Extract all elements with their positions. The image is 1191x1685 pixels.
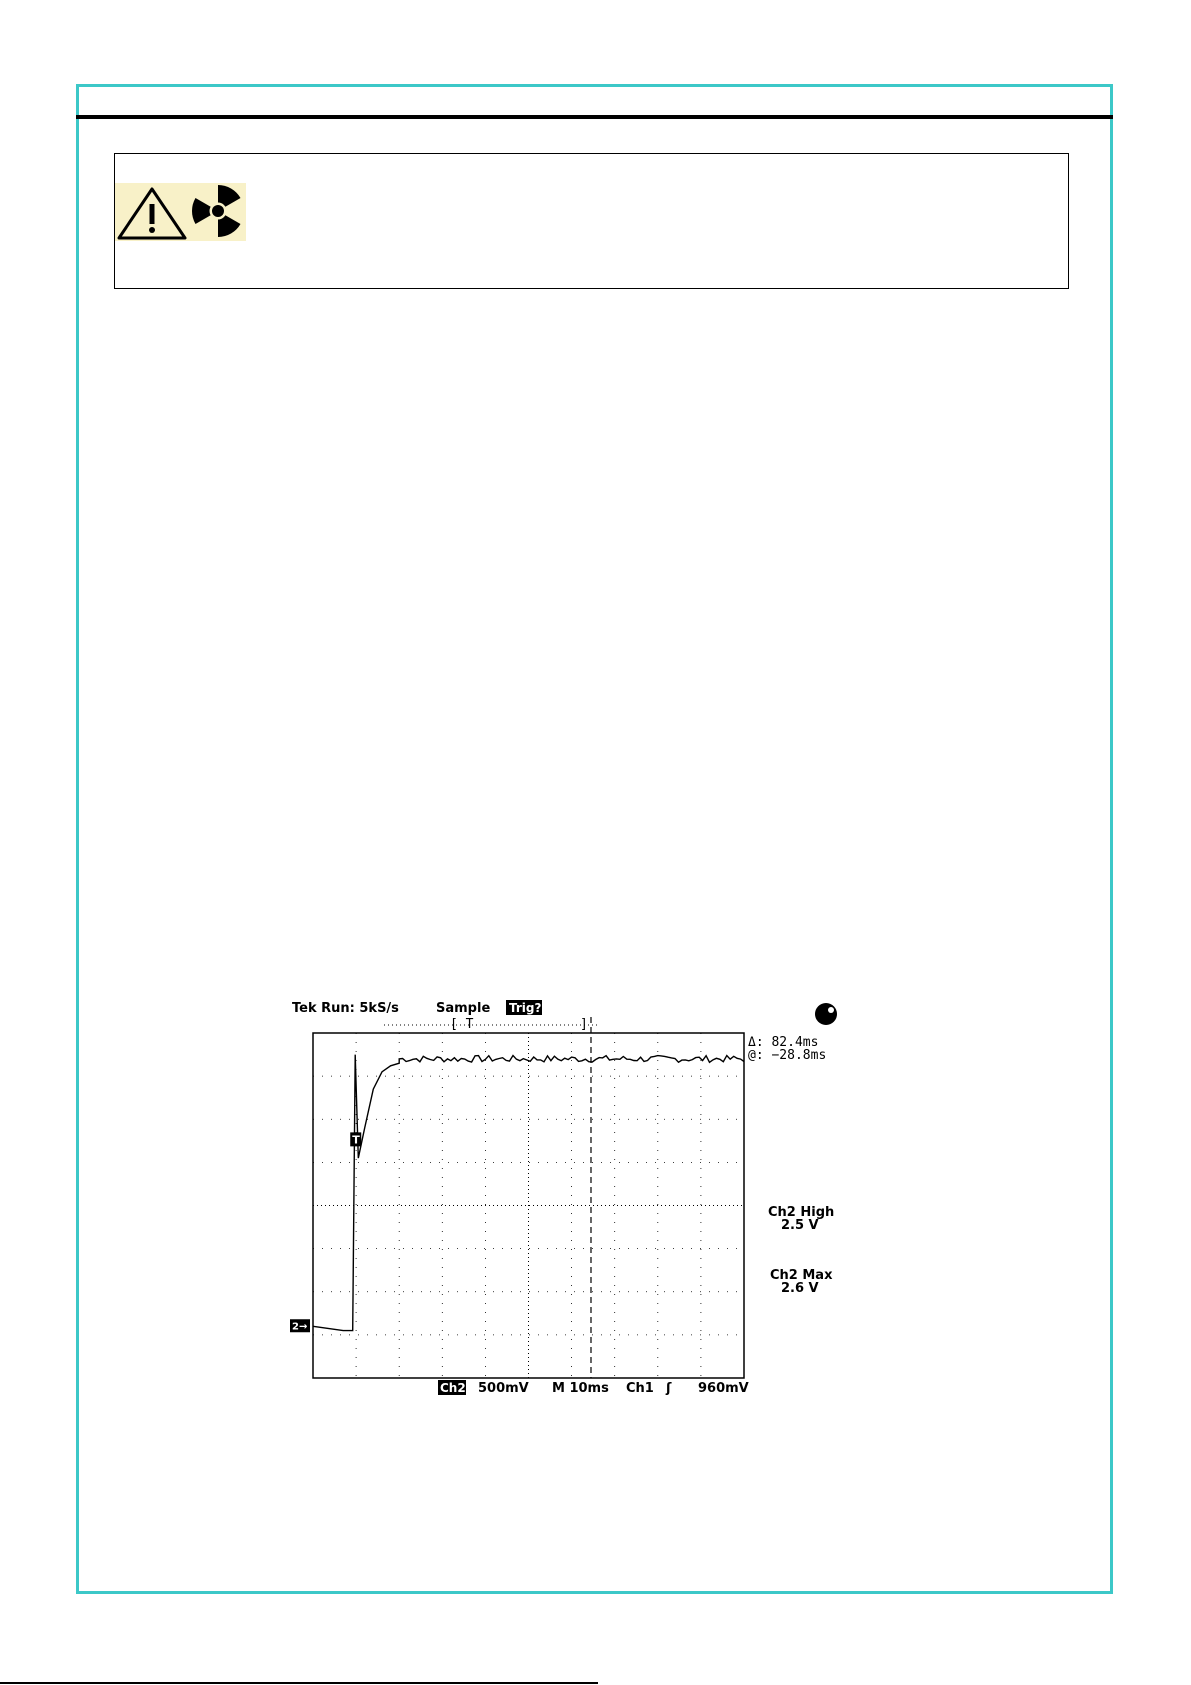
warning-triangle-icon [115,183,190,241]
tek-logo-icon [815,1003,837,1025]
cursor-delta: Δ: 82.4ms [748,1035,819,1050]
meas-2-value: 2.6 V [781,1281,819,1296]
trigger-marker-label: T [352,1133,360,1147]
ground-marker-label: 2→ [292,1321,308,1333]
trigger-slope-icon: ʃ [666,1381,672,1396]
cursor-at: @: −28.8ms [748,1048,827,1063]
trig-badge: Trig? [509,1001,542,1015]
scope-graticule [313,1033,744,1378]
radiation-trefoil-icon [190,183,246,241]
meas-1-label: Ch2 High [768,1205,835,1220]
vertical-scale: 500mV [478,1381,529,1396]
oscilloscope-capture [290,998,850,1398]
meas-1-value: 2.5 V [781,1218,819,1233]
scope-status: Tek Run: 5kS/s [292,1001,399,1016]
trigger-source: Ch1 [626,1381,654,1396]
record-window: [ T [450,1017,474,1032]
timebase: M 10ms [552,1381,609,1396]
warning-box [114,153,1069,289]
trigger-level: 960mV [698,1381,749,1396]
meas-2-label: Ch2 Max [770,1268,833,1283]
bottom-rule [0,1682,598,1684]
ch2-badge: Ch2 [440,1381,466,1395]
scope-mode: Sample [436,1001,491,1016]
record-window-end: ] [580,1017,588,1032]
header-rule [76,115,1113,119]
